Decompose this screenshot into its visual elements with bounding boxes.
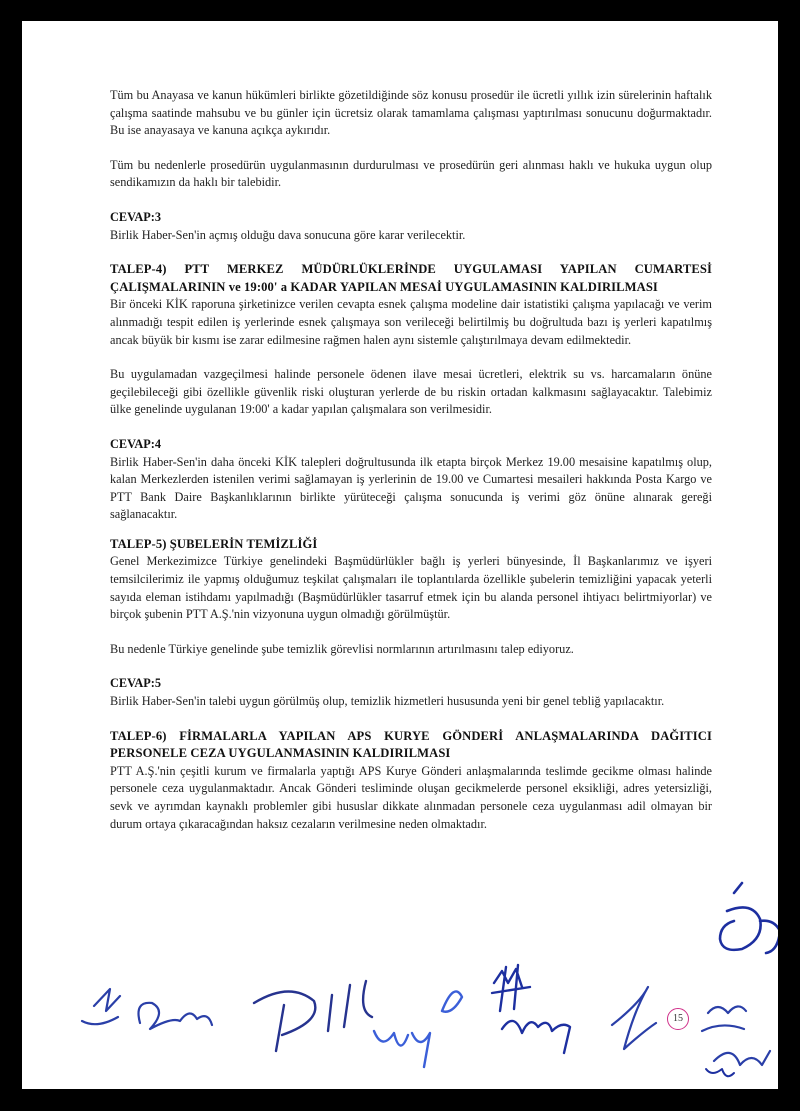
paragraph-talep-4-a: Bir önceki KİK raporuna şirketinizce verilen cevapta esnek çalışma modeline dair istatistiki çalışma yapılacağı ve verim alınmadığı tespit edilen iş yerlerinde esnek çalışmaya son verileceği belirtilmiş bu doğrultuda bazı iş yerleri kapatılmış ancak büyük bir kısmı ise zarar edilmesine rağmen halen aynı sistemle çalıştırılmaya devam edilmektedir. xyxy=(110,297,712,347)
document-page xyxy=(22,21,778,1089)
signature-6 xyxy=(612,987,656,1049)
heading-cevap-3: CEVAP:3 xyxy=(110,209,162,224)
heading-talep-6: TALEP-6) FİRMALARLA YAPILAN APS KURYE GÖNDERİ ANLAŞMALARINDA DAĞITICI PERSONELE CEZA UYGULANMASININ KALDIRILMASI xyxy=(110,728,712,761)
heading-talep-5: TALEP-5) ŞUBELERİN TEMİZLİĞİ xyxy=(110,536,318,551)
signature-8 xyxy=(702,1006,770,1065)
paragraph-cevap-5: Birlik Haber-Sen'in talebi uygun görülmüş olup, temizlik hizmetleri hususunda yeni bir genel tebliğ yapılacaktır. xyxy=(110,694,665,709)
paragraph-cevap-4: Birlik Haber-Sen'in daha önceki KİK talepleri doğrultusunda ilk etapta birçok Merkez 19.00 mesaisine kapatılmış olup, kalan Merkezlerden istenilen verimi sağlamayan iş yerlerinin de 19.00 ve Cumartesi mesaileri hakkında Posta Kargo ve PTT Bank Daire Başkanlıklarının birlikte yürüteceği çalışma sonucunda iş verimi göz önüne alınarak gereği sağlanacaktır. xyxy=(110,454,712,522)
page-number: 15 xyxy=(667,1008,689,1030)
signature-4 xyxy=(374,991,462,1067)
paragraph-prosedur: Tüm bu nedenlerle prosedürün uygulanmasının durdurulması ve prosedürün geri alınması haklı ve hukuka uygun olup sendikamızın da haklı bir talebidir. xyxy=(110,157,712,190)
signature-1 xyxy=(82,989,120,1024)
paragraph-talep-4-b: Bu uygulamadan vazgeçilmesi halinde personele ödenen ilave mesai ücretleri, elektrik su vs. harcamaların önüne geçilebileceği gibi özellikle güvenlik riski oluşturan yerlerde de bu riskin ortadan kalkmasını sağlayacaktır. Talebimiz ülke genelinde uygulanan 19:00' a kadar yapılan çalışmalara son verilmesidir. xyxy=(110,367,712,417)
signature-9 xyxy=(706,1069,734,1076)
signature-5 xyxy=(492,965,570,1053)
paragraph-anayasa: Tüm bu Anayasa ve kanun hükümleri birlikte gözetildiğinde söz konusu prosedür ile ücretli yıllık izin sürelerinin haftalık çalışma saatinde mahsubu ve bu günler için ücretsiz olarak tamamlama çalışması yaptırılması sonucunu doğurmaktadır. Bu ise anayasaya ve kanuna açıkça aykırıdır. xyxy=(110,88,712,138)
signature-2 xyxy=(139,1003,213,1029)
signatures-area xyxy=(22,21,778,1089)
paragraph-talep-6: PTT A.Ş.'nin çeşitli kurum ve firmalarla yaptığı APS Kurye Gönderi anlaşmalarında teslimde gecikme olması halinde personele ceza uygulanmaktadır. Ancak Gönderi tesliminde oluşan gecikmelerde personel eksikliği, adres yetersizliği, sevk ve ayrımdan kaynaklı problemler gibi hususlar dikkate alınmadan personele ceza uygulanması adil olmayan bir durum ortaya çıkaracağından haksız cezaların verilmesine neden olmaktadır. xyxy=(110,763,712,831)
paragraph-talep-5: Genel Merkezimizce Türkiye genelindeki Başmüdürlükler bağlı iş yerleri bünyesinde, İl Başkanlarımız ve işyeri temsilcilerimiz ile yapmış olduğumuz teşkilat çalışmaları ile toplantılarda özellikle şubelerin temizliğini yapacak yeterli sayıda eleman istihdamı yapılmadığı (Başmüdürlükler tasarruf etmek için bu alanda personel ihtiyacı belirtmiyorlar) ve birçok şubenin PTT A.Ş.'nin vizyonuna uygun olmadığı görülmüştür. xyxy=(110,554,712,622)
signature-7 xyxy=(720,883,778,953)
heading-cevap-4: CEVAP:4 xyxy=(110,436,162,451)
heading-cevap-5: CEVAP:5 xyxy=(110,676,162,691)
paragraph-talep-5-b: Bu nedenle Türkiye genelinde şube temizlik görevlisi normlarının artırılmasını talep ediyoruz. xyxy=(110,641,574,656)
paragraph-cevap-3: Birlik Haber-Sen'in açmış olduğu dava sonucuna göre karar verilecektir. xyxy=(110,227,466,242)
signature-3 xyxy=(254,981,372,1051)
heading-talep-4: TALEP-4) PTT MERKEZ MÜDÜRLÜKLERİNDE UYGULAMASI YAPILAN CUMARTESİ ÇALIŞMALARININ ve 19:00' a KADAR YAPILAN MESAİ UYGULAMASININ KALDIRILMASI xyxy=(110,262,712,294)
